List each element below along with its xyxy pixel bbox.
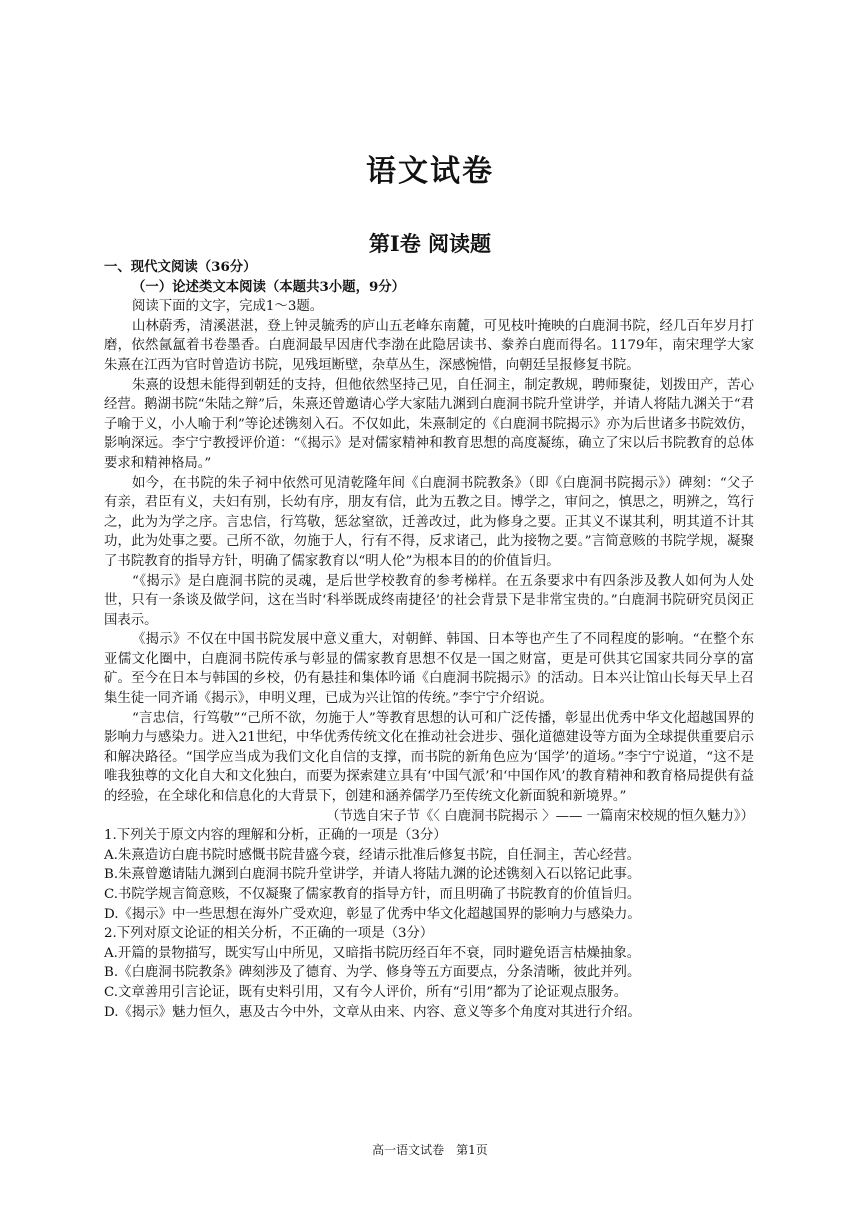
- part-title: 第Ⅰ卷 阅读题: [368, 231, 492, 256]
- reading-instruction: 阅读下面的文字，完成1～3题。: [132, 299, 324, 315]
- page-title: 语文试卷: [366, 154, 494, 189]
- question-option: A.朱熹造访白鹿书院时感慨书院昔盛今衰，经请示批准后修复书院，自任洞主，苦心经营。: [104, 847, 641, 863]
- passage-paragraph: 山林蔚秀，清溪湛湛，登上钟灵毓秀的庐山五老峰东南麓，可见枝叶掩映的白鹿洞书院，经几百年岁月打磨，依然氤氲着书卷墨香。白鹿洞最早因唐代李渤在此隐居读书、豢养白鹿而得名。1179年，南宋理学大家朱熹在江西为官时曾造访书院，见残垣断壁，杂草丛生，深感惋惜，向朝廷呈报修复书院。: [104, 318, 754, 373]
- question-option: A.开篇的景物描写，既实写山中所见，又暗指书院历经百年不衰，同时避免语言枯燥抽象。: [104, 945, 641, 961]
- section-heading: 一、现代文阅读（36分）: [104, 259, 257, 275]
- page-footer: 高一语文试卷 第1页: [372, 1143, 488, 1157]
- passage-paragraph: “言忠信，行笃敬”“己所不欲，勿施于人”等教育思想的认可和广泛传播，彰显出优秀中华文化超越国界的影响力与感染力。进入21世纪，中华优秀传统文化在推动社会进步、强化道德建设等方面为全球提供重要启示和解决路径。“国学应当成为我们文化自信的支撑，而书院的新角色应为‘国学’的道场。”李宁宁说道，“这不是唯我独尊的文化自大和文化独白，而要为探索建立具有‘中国气派’和‘中国作风’的教育精神和教育格局提供有益的经验，在全球化和信息化的大背景下，创建和涵养儒学乃至传统文化新面貌和新境界。”: [104, 710, 754, 805]
- passage-paragraph: 如今，在书院的朱子祠中依然可见清乾隆年间《白鹿洞书院教条》（即《白鹿洞书院揭示》）碑刻：“父子有亲，君臣有义，夫妇有别，长幼有序，朋友有信，此为五教之目。博学之，审问之，慎思之，明辨之，笃行之，此为为学之序。言忠信，行笃敬，惩忿窒欲，迁善改过，此为修身之要。正其义不谋其利，明其道不计其功，此为处事之要。己所不欲，勿施于人，行有不得，反求诸己，此为接物之要。”言简意赅的书院学规，凝聚了书院教育的指导方针，明确了儒家教育以“明人伦”为根本目的的价值旨归。: [104, 475, 754, 569]
- section-subheading: （一）论述类文本阅读（本题共3小题，9分）: [132, 278, 406, 295]
- question-option: C.书院学规言简意赅，不仅凝聚了儒家教育的指导方针，而且明确了书院教育的价值旨归。: [104, 887, 641, 902]
- question-option: D.《揭示》中一些思想在海外广受欢迎，彰显了优秀中华文化超越国界的影响力与感染力。: [104, 906, 641, 922]
- question-stem: 2.下列对原文论证的相关分析，不正确的一项是（3分）: [104, 926, 434, 942]
- passage-paragraph: “《揭示》是白鹿洞书院的灵魂，是后世学校教育的参考梯样。在五条要求中有四条涉及教人如何为人处世，只有一条谈及做学问，这在当时‘科举既成终南捷径’的社会背景下是非常宝贵的。”白鹿洞书院研究员闵正国表示。: [104, 573, 754, 628]
- question-stem: 1.下列关于原文内容的理解和分析，正确的一项是（3分）: [104, 828, 447, 844]
- passage-paragraph: 朱熹的设想未能得到朝廷的支持，但他依然坚持己见，自任洞主，制定教规，聘师聚徒，划拨田产，苦心经营。鹅湖书院“朱陆之辩”后，朱熹还曾邀请心学大家陆九渊到白鹿洞书院升堂讲学，并请人将陆九渊关于“君子喻于义，小人喻于利”等论述镌刻入石。不仅如此，朱熹制定的《白鹿洞书院揭示》亦为后世诸多书院效仿，影响深远。李宁宁教授评价道：“《揭示》是对儒家精神和教育思想的高度凝练，确立了宋以后书院教育的总体要求和精神格局。”: [104, 377, 754, 471]
- exam-body: [104, 258, 754, 1022]
- question-option: B.《白鹿洞书院教条》碑刻涉及了德育、为学、修身等五方面要点，分条清晰，彼此并列。: [104, 965, 641, 981]
- question-option: B.朱熹曾邀请陆九渊到白鹿洞书院升堂讲学，并请人将陆九渊的论述镌刻入石以铭记此事。: [104, 867, 641, 883]
- passage-paragraph: 《揭示》不仅在中国书院发展中意义重大，对朝鲜、韩国、日本等也产生了不同程度的影响。“在整个东亚儒文化圈中，白鹿洞书院传承与彰显的儒家教育思想不仅是一国之财富，更是可供其它国家共同分享的富矿。至今在日本与韩国的乡校，仍有悬挂和集体吟诵《白鹿洞书院揭示》的活动。日本兴让馆山长每天早上召集生徒一同齐诵《揭示》，申明义理，已成为兴让馆的传统。”李宁宁介绍说。: [104, 632, 754, 707]
- question-option: C.文章善用引言论证，既有史料引用，又有今人评价，所有“引用”都为了论证观点服务。: [104, 984, 628, 1000]
- question-option: D.《揭示》魅力恒久，惠及古今中外，文章从由来、内容、意义等多个角度对其进行介绍。: [104, 1004, 641, 1020]
- passage-source: （节选自宋子节《〈 白鹿洞书院揭示 〉—— 一篇南宋校规的恒久魅力》）: [326, 808, 754, 824]
